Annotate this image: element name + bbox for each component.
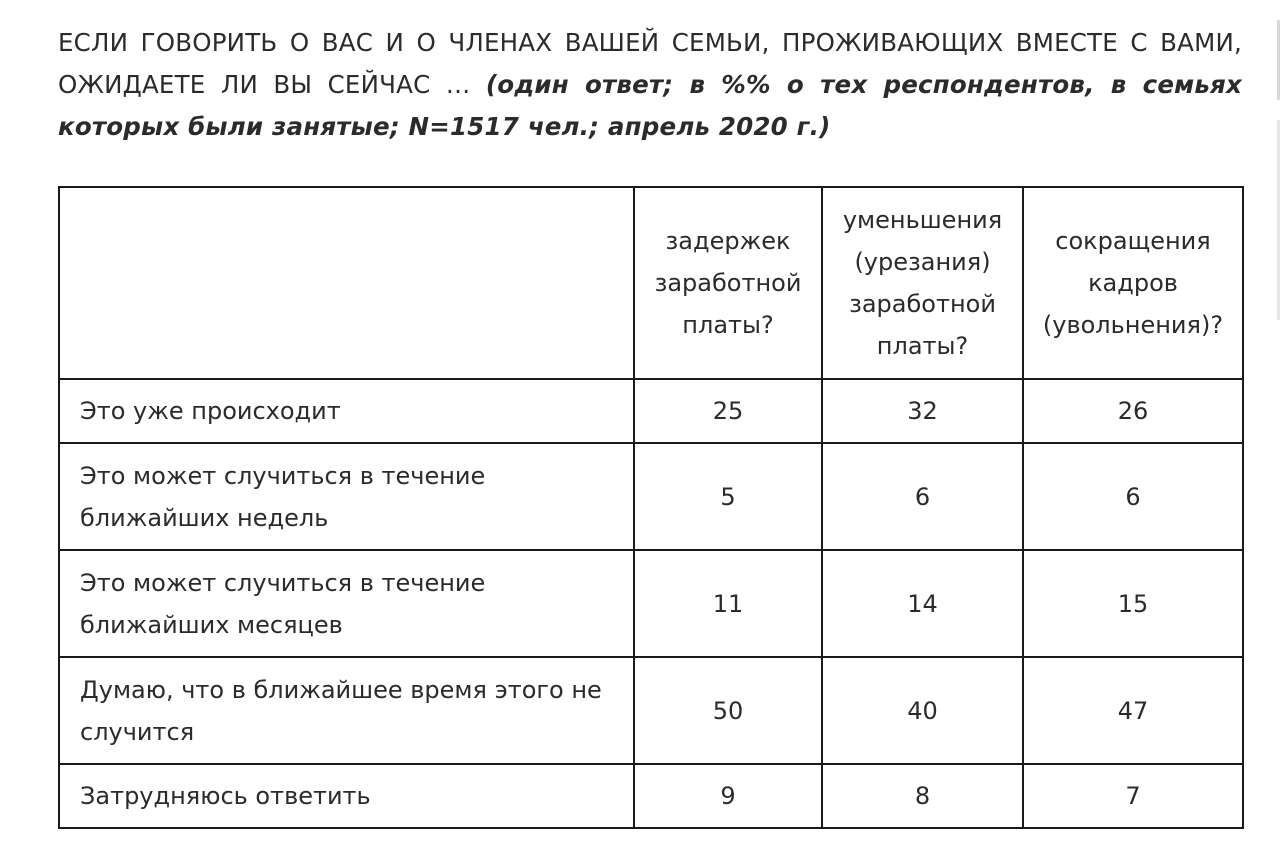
question-text: ЕСЛИ ГОВОРИТЬ О ВАС И О ЧЛЕНАХ ВАШЕЙ СЕМЬИ, ПРОЖИВАЮЩИХ ВМЕСТЕ С ВАМИ, ОЖИДАЕТЕ ЛИ ВЫ СЕЙЧАС … (58, 28, 1242, 99)
cell-value: 15 (1023, 550, 1243, 657)
row-label: Это может случиться в течение ближайших недель (59, 443, 634, 550)
table-row (59, 443, 1243, 550)
column-header-wage-delays: задержек заработной платы? (634, 187, 822, 379)
cell-value: 7 (1023, 764, 1243, 828)
cell-value: 40 (822, 657, 1023, 764)
table-row (59, 379, 1243, 443)
question-heading (58, 22, 1242, 148)
survey-table (58, 186, 1244, 829)
table-row (59, 657, 1243, 764)
table-row (59, 764, 1243, 828)
row-label: Затрудняюсь ответить (59, 764, 634, 828)
cell-value: 14 (822, 550, 1023, 657)
column-header-layoffs: сокращения кадров (увольнения)? (1023, 187, 1243, 379)
cell-value: 25 (634, 379, 822, 443)
cell-value: 50 (634, 657, 822, 764)
cell-value: 5 (634, 443, 822, 550)
cell-value: 32 (822, 379, 1023, 443)
column-header-empty (59, 187, 634, 379)
row-label: Это может случиться в течение ближайших месяцев (59, 550, 634, 657)
cell-value: 6 (822, 443, 1023, 550)
cell-value: 11 (634, 550, 822, 657)
question-note: (один ответ; в %% о тех респондентов, в семьях которых были занятые; N=1517 чел.; апрель 2020 г.) (58, 70, 1242, 141)
cell-value: 6 (1023, 443, 1243, 550)
cell-value: 9 (634, 764, 822, 828)
cell-value: 47 (1023, 657, 1243, 764)
row-label: Думаю, что в ближайшее время этого не случится (59, 657, 634, 764)
cell-value: 26 (1023, 379, 1243, 443)
row-label: Это уже происходит (59, 379, 634, 443)
table-header-row (59, 187, 1243, 379)
column-header-wage-cuts: уменьшения (урезания) заработной платы? (822, 187, 1023, 379)
table-row (59, 550, 1243, 657)
cell-value: 8 (822, 764, 1023, 828)
